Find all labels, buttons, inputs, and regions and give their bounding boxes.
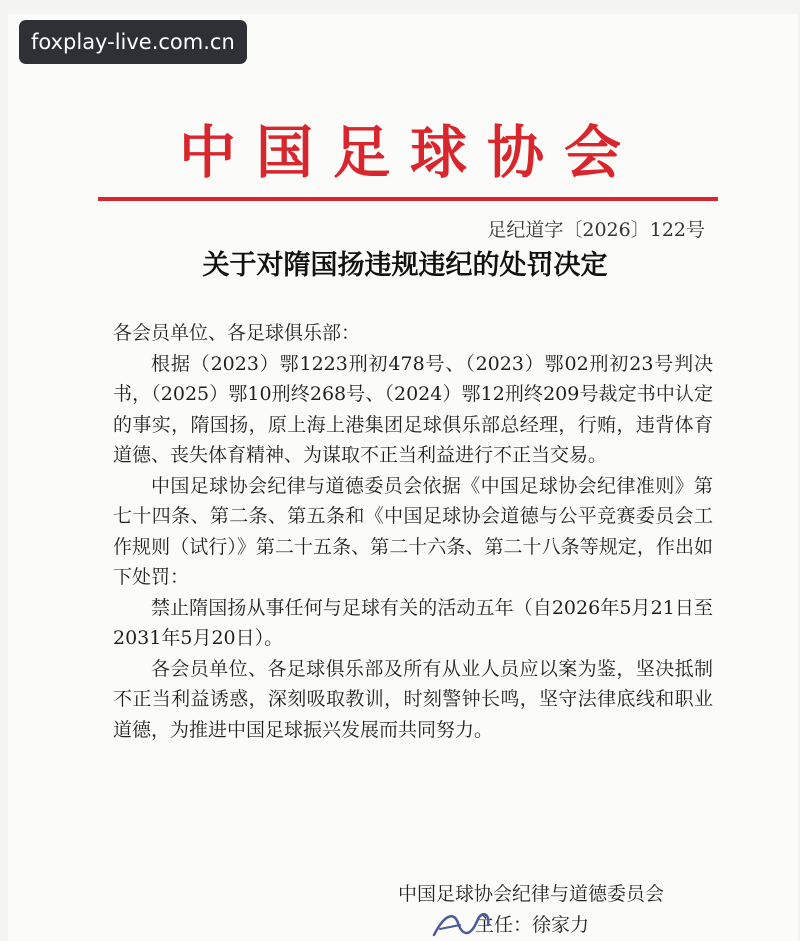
document-body (113, 318, 713, 745)
paragraph-penalty: 禁止隋国扬从事任何与足球有关的活动五年（自2026年5月21日至2031年5月20日）。 (113, 596, 713, 649)
committee-director: 主任：徐家力 (475, 914, 590, 936)
document-title: 关于对隋国扬违规违纪的处罚决定 (202, 250, 608, 281)
paragraph-basis: 中国足球协会纪律与道德委员会依据《中国足球协会纪律准则》第七十四条、第二条、第五条和《中国足球协会道德与公平竞赛委员会工作规则（试行）》第二十五条、第二十六条、第二十八条等规定，作出如下处罚： (113, 474, 713, 588)
salutation: 各会员单位、各足球俱乐部： (113, 322, 361, 344)
handwritten-signature (430, 905, 520, 941)
site-watermark: foxplay-live.com.cn (19, 20, 247, 64)
letterhead-red-rule (98, 197, 718, 201)
paragraph-warning: 各会员单位、各足球俱乐部及所有从业人员应以案为鉴，坚决抵制不正当利益诱惑，深刻吸取教训，时刻警钟长鸣，坚守法律底线和职业道德，为推进中国足球振兴发展而共同努力。 (113, 657, 713, 741)
document-number: 足纪道字〔2026〕122号 (487, 219, 705, 241)
issuing-committee: 中国足球协会纪律与道德委员会 (398, 883, 665, 905)
letterhead-org-name: 中国足球协会 (179, 119, 641, 186)
paragraph-facts: 根据（2023）鄂1223刑初478号、（2023）鄂02刑初23号判决书，（2025）鄂10刑终268号、（2024）鄂12刑终209号裁定书中认定的事实，隋国扬，原上海上港集团足球俱乐部总经理，行贿，违背体育道德、丧失体育精神、为谋取不正当利益进行不正当交易。 (113, 352, 713, 466)
